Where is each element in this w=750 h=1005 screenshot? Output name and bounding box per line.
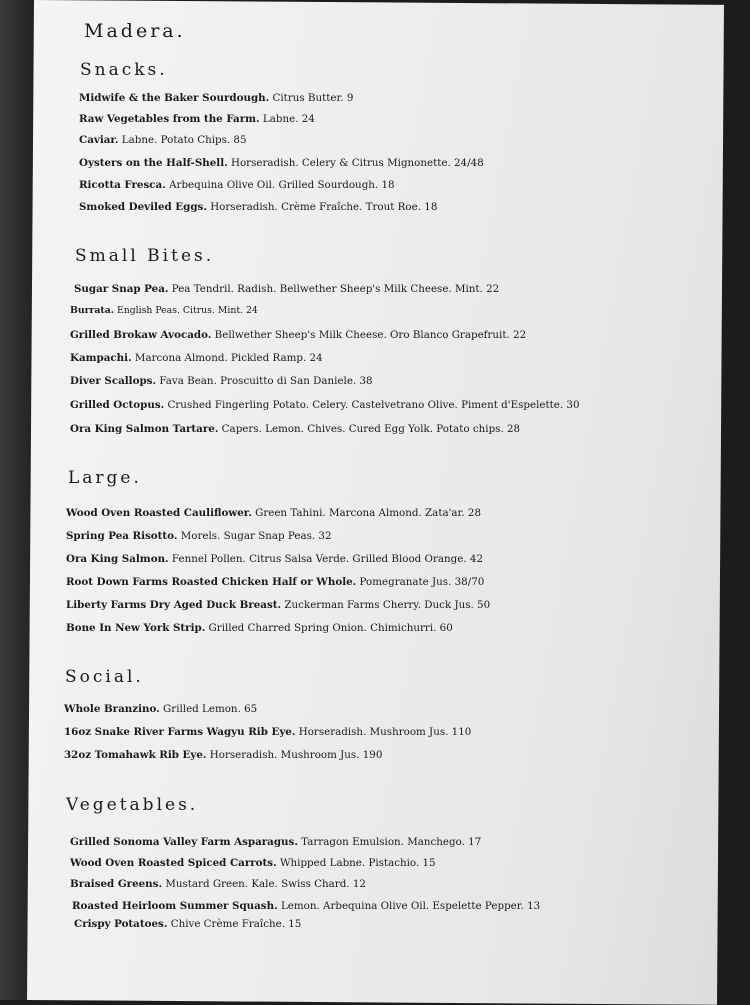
menu-item: Liberty Farms Dry Aged Duck Breast. Zuckerman Farms Cherry. Duck Jus. 50	[66, 599, 491, 611]
menu-item: Ricotta Fresca. Arbequina Olive Oil. Grilled Sourdough. 18	[79, 179, 395, 191]
menu-item: Ora King Salmon. Fennel Pollen. Citrus Salsa Verde. Grilled Blood Orange. 42	[66, 553, 483, 565]
menu-item: Crispy Potatoes. Chive Crème Fraîche. 15	[74, 918, 302, 930]
menu-item: Grilled Sonoma Valley Farm Asparagus. Tarragon Emulsion. Manchego. 17	[70, 836, 482, 848]
menu-item: Smoked Deviled Eggs. Horseradish. Crème Fraîche. Trout Roe. 18	[79, 201, 438, 213]
menu-item: Wood Oven Roasted Cauliflower. Green Tahini. Marcona Almond. Zata'ar. 28	[66, 507, 481, 519]
section-heading-snacks: Snacks.	[80, 60, 168, 80]
menu-item: Braised Greens. Mustard Green. Kale. Swiss Chard. 12	[70, 878, 366, 890]
menu-item: 32oz Tomahawk Rib Eye. Horseradish. Mushroom Jus. 190	[64, 749, 383, 761]
section-heading-vegetables: Vegetables.	[66, 795, 199, 815]
menu-item: Midwife & the Baker Sourdough. Citrus Butter. 9	[79, 92, 354, 104]
menu-item: 16oz Snake River Farms Wagyu Rib Eye. Horseradish. Mushroom Jus. 110	[64, 726, 472, 738]
menu-item: Grilled Octopus. Crushed Fingerling Potato. Celery. Castelvetrano Olive. Piment d'Espelette. 30	[70, 399, 580, 411]
section-heading-small-bites: Small Bites.	[75, 246, 215, 266]
menu-item: Burrata. English Peas. Citrus. Mint. 24	[70, 305, 258, 316]
menu-page	[27, 0, 724, 1005]
restaurant-title: Madera.	[84, 20, 186, 42]
section-heading-large: Large.	[68, 468, 142, 488]
menu-item: Grilled Brokaw Avocado. Bellwether Sheep's Milk Cheese. Oro Blanco Grapefruit. 22	[70, 329, 527, 341]
menu-item: Sugar Snap Pea. Pea Tendril. Radish. Bellwether Sheep's Milk Cheese. Mint. 22	[74, 283, 500, 295]
menu-item: Whole Branzino. Grilled Lemon. 65	[64, 703, 258, 715]
menu-item: Bone In New York Strip. Grilled Charred Spring Onion. Chimichurri. 60	[66, 622, 453, 634]
menu-item: Diver Scallops. Fava Bean. Proscuitto di San Daniele. 38	[70, 375, 373, 387]
menu-item: Root Down Farms Roasted Chicken Half or Whole. Pomegranate Jus. 38/70	[66, 576, 485, 588]
menu-item: Kampachi. Marcona Almond. Pickled Ramp. 24	[70, 352, 323, 364]
menu-item: Raw Vegetables from the Farm. Labne. 24	[79, 113, 315, 125]
menu-item: Spring Pea Risotto. Morels. Sugar Snap Peas. 32	[66, 530, 332, 542]
menu-item: Caviar. Labne. Potato Chips. 85	[79, 134, 247, 146]
menu-item: Oysters on the Half-Shell. Horseradish. Celery & Citrus Mignonette. 24/48	[79, 157, 484, 169]
menu-item: Roasted Heirloom Summer Squash. Lemon. Arbequina Olive Oil. Espelette Pepper. 13	[72, 900, 541, 912]
menu-item: Ora King Salmon Tartare. Capers. Lemon. Chives. Cured Egg Yolk. Potato chips. 28	[70, 423, 521, 435]
section-heading-social: Social.	[65, 667, 144, 687]
menu-item: Wood Oven Roasted Spiced Carrots. Whipped Labne. Pistachio. 15	[70, 857, 436, 869]
